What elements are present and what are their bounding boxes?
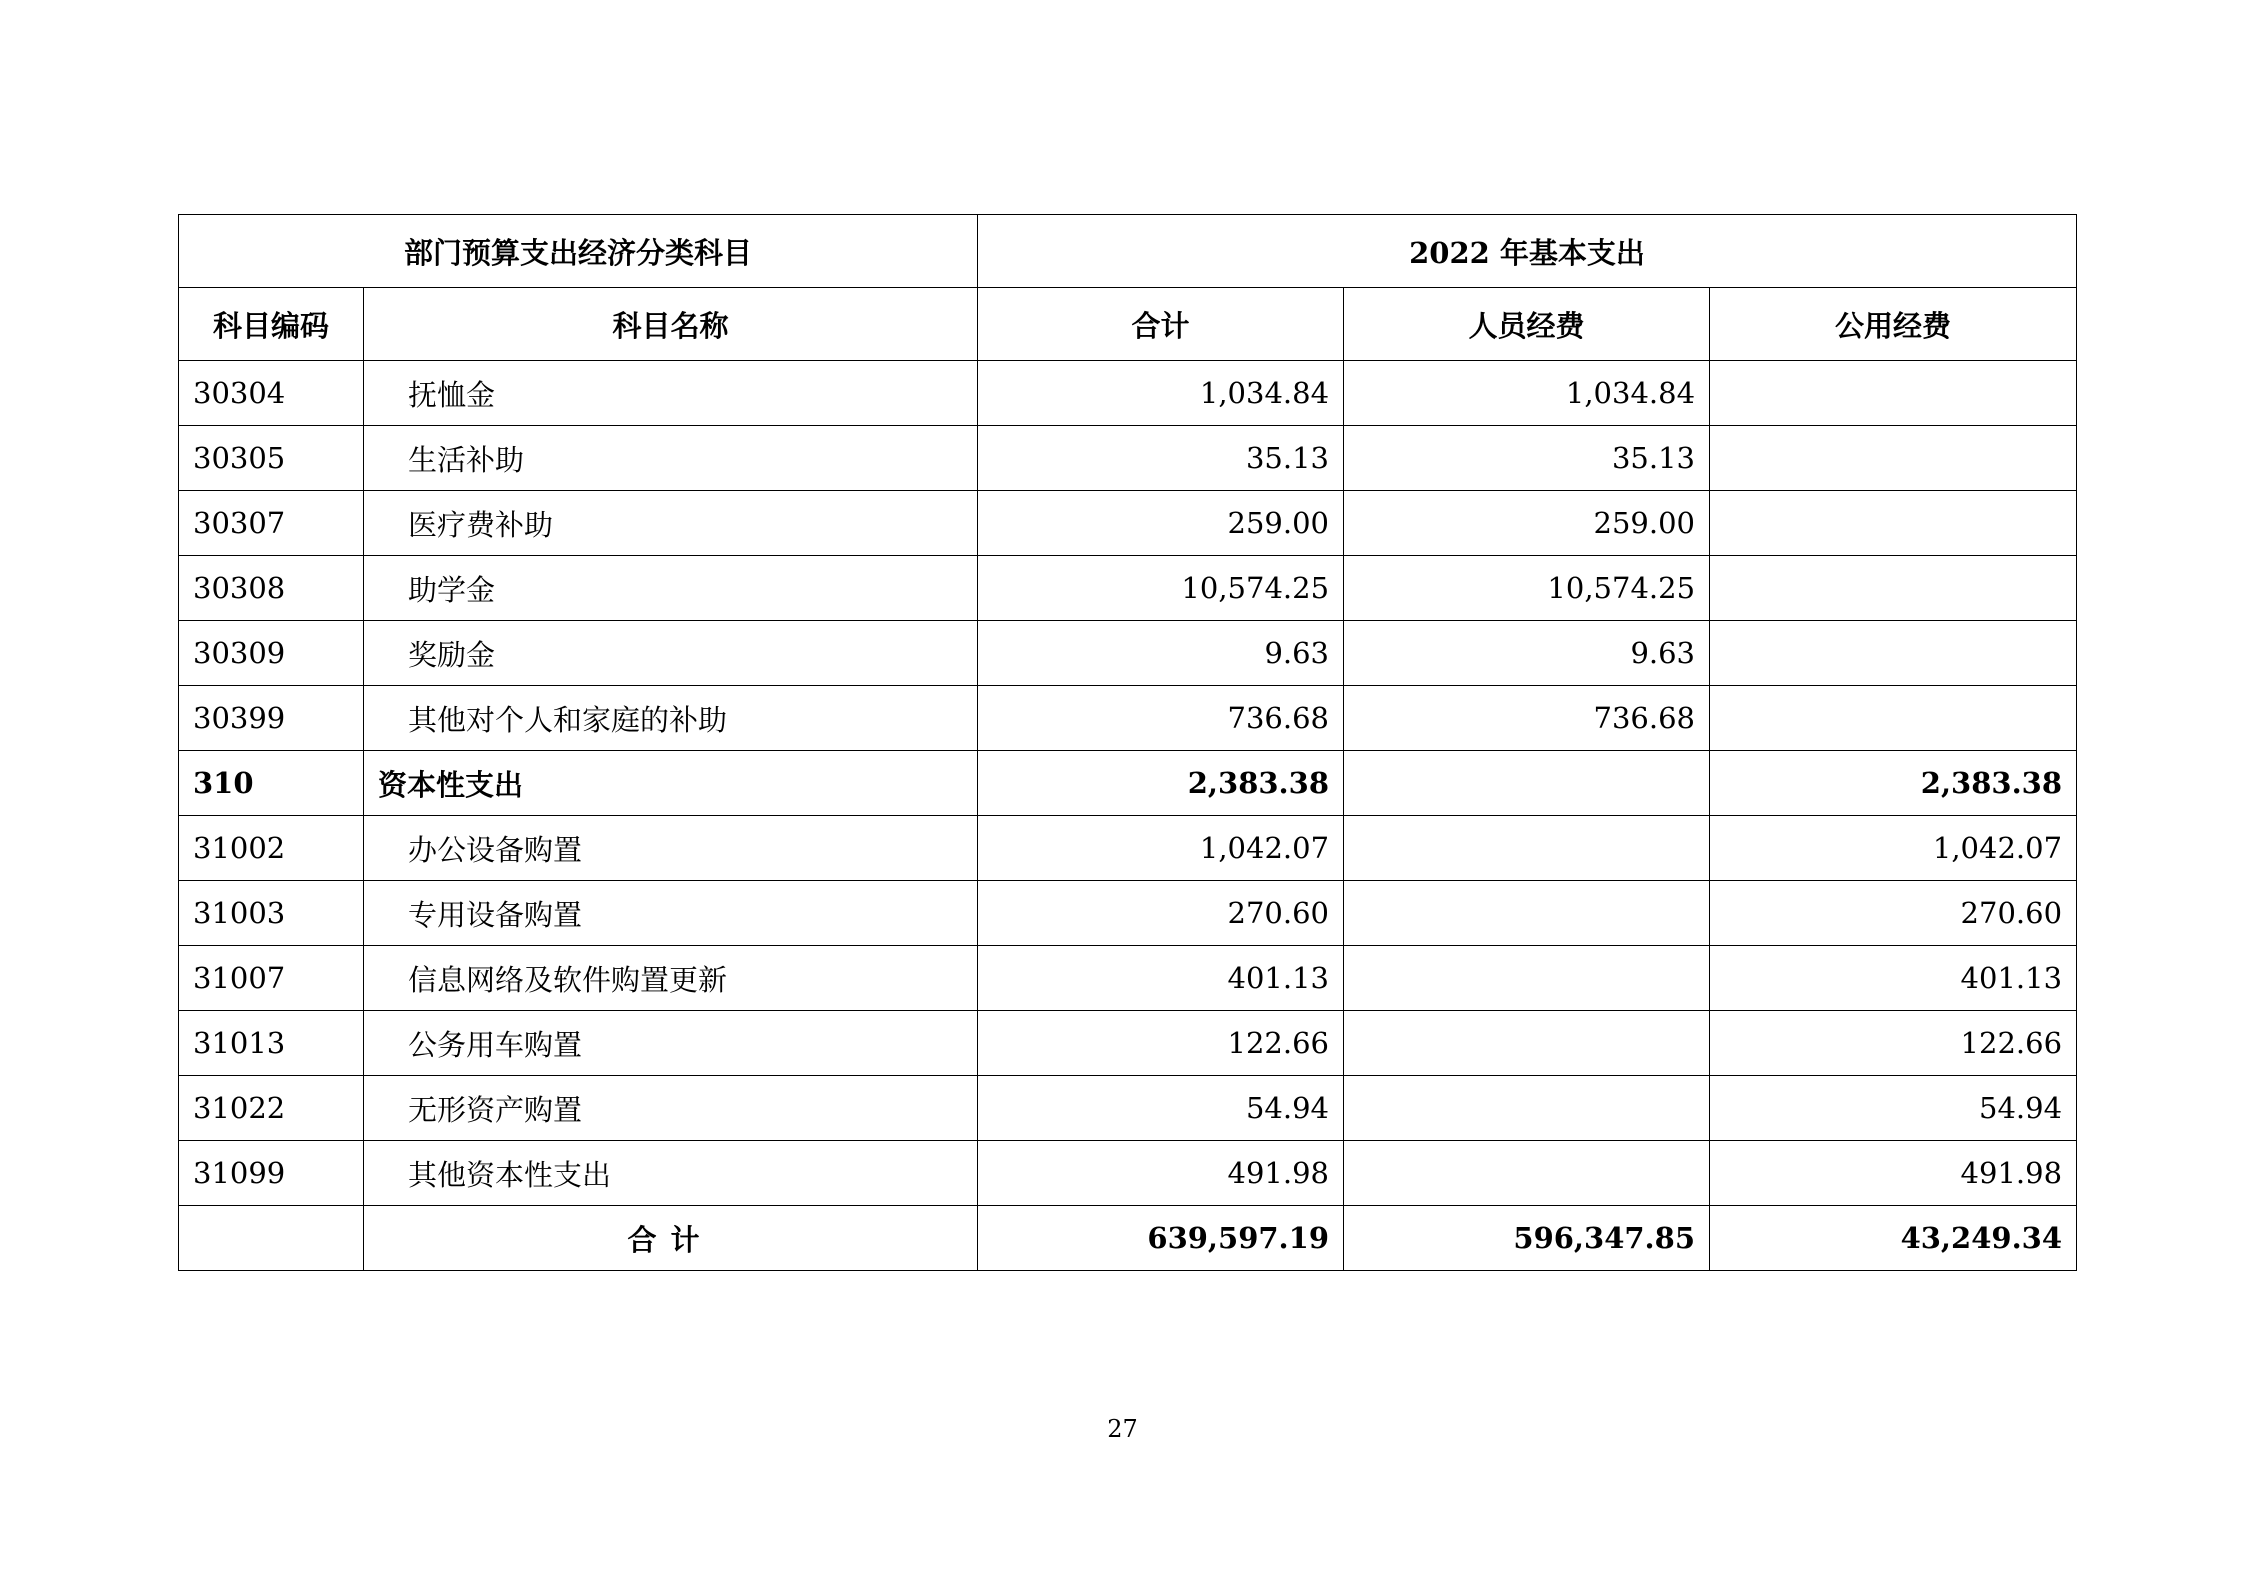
header-classification-group: 部门预算支出经济分类科目 [179, 215, 978, 288]
row-public [1710, 361, 2077, 426]
total-personnel: 596,347.85 [1344, 1206, 1710, 1271]
header-total: 合计 [978, 288, 1344, 361]
row-name: 抚恤金 [364, 361, 978, 426]
row-total: 270.60 [978, 881, 1344, 946]
header-column-row [179, 288, 2077, 361]
table-row [179, 881, 2077, 946]
row-code: 30304 [179, 361, 364, 426]
row-personnel [1344, 881, 1710, 946]
row-personnel: 9.63 [1344, 621, 1710, 686]
row-name: 助学金 [364, 556, 978, 621]
row-personnel [1344, 816, 1710, 881]
row-personnel: 736.68 [1344, 686, 1710, 751]
row-public [1710, 686, 2077, 751]
table-row [179, 491, 2077, 556]
row-code: 31002 [179, 816, 364, 881]
row-total: 2,383.38 [978, 751, 1344, 816]
row-personnel: 1,034.84 [1344, 361, 1710, 426]
header-group-row [179, 215, 2077, 288]
table-row [179, 1011, 2077, 1076]
row-code: 30305 [179, 426, 364, 491]
table-row-category [179, 751, 2077, 816]
row-name: 公务用车购置 [364, 1011, 978, 1076]
table-row [179, 556, 2077, 621]
row-total: 35.13 [978, 426, 1344, 491]
row-name: 医疗费补助 [364, 491, 978, 556]
header-code: 科目编码 [179, 288, 364, 361]
row-personnel: 259.00 [1344, 491, 1710, 556]
row-name: 奖励金 [364, 621, 978, 686]
table-row [179, 946, 2077, 1011]
table-row [179, 426, 2077, 491]
header-public: 公用经费 [1710, 288, 2077, 361]
row-total: 491.98 [978, 1141, 1344, 1206]
row-total: 401.13 [978, 946, 1344, 1011]
row-personnel: 10,574.25 [1344, 556, 1710, 621]
table-row [179, 361, 2077, 426]
row-code: 31099 [179, 1141, 364, 1206]
table-total-row [179, 1206, 2077, 1271]
row-total: 9.63 [978, 621, 1344, 686]
total-label: 合计 [364, 1206, 978, 1271]
row-total: 736.68 [978, 686, 1344, 751]
row-public [1710, 621, 2077, 686]
row-public [1710, 426, 2077, 491]
total-public: 43,249.34 [1710, 1206, 2077, 1271]
row-code: 31003 [179, 881, 364, 946]
row-public: 122.66 [1710, 1011, 2077, 1076]
row-name: 信息网络及软件购置更新 [364, 946, 978, 1011]
row-name: 资本性支出 [364, 751, 978, 816]
row-code: 310 [179, 751, 364, 816]
total-total: 639,597.19 [978, 1206, 1344, 1271]
row-code: 30309 [179, 621, 364, 686]
row-total: 122.66 [978, 1011, 1344, 1076]
row-personnel [1344, 1141, 1710, 1206]
row-name: 其他对个人和家庭的补助 [364, 686, 978, 751]
total-code [179, 1206, 364, 1271]
row-public: 1,042.07 [1710, 816, 2077, 881]
row-code: 30307 [179, 491, 364, 556]
header-name: 科目名称 [364, 288, 978, 361]
row-public: 270.60 [1710, 881, 2077, 946]
row-public: 2,383.38 [1710, 751, 2077, 816]
row-public: 54.94 [1710, 1076, 2077, 1141]
row-total: 259.00 [978, 491, 1344, 556]
row-public [1710, 491, 2077, 556]
page-number: 27 [1107, 1415, 1138, 1443]
row-name: 生活补助 [364, 426, 978, 491]
header-basic-expenditure-group: 2022 年基本支出 [978, 215, 2077, 288]
row-personnel [1344, 946, 1710, 1011]
row-public: 491.98 [1710, 1141, 2077, 1206]
table-row [179, 686, 2077, 751]
row-total: 10,574.25 [978, 556, 1344, 621]
table-row [179, 1076, 2077, 1141]
row-code: 30399 [179, 686, 364, 751]
row-personnel [1344, 1011, 1710, 1076]
budget-expenditure-table [178, 214, 2077, 1271]
row-code: 30308 [179, 556, 364, 621]
row-name: 无形资产购置 [364, 1076, 978, 1141]
row-personnel: 35.13 [1344, 426, 1710, 491]
row-personnel [1344, 751, 1710, 816]
header-personnel: 人员经费 [1344, 288, 1710, 361]
table-row [179, 621, 2077, 686]
row-name: 专用设备购置 [364, 881, 978, 946]
row-code: 31022 [179, 1076, 364, 1141]
row-total: 1,034.84 [978, 361, 1344, 426]
table-row [179, 1141, 2077, 1206]
row-total: 1,042.07 [978, 816, 1344, 881]
row-name: 其他资本性支出 [364, 1141, 978, 1206]
table-row [179, 816, 2077, 881]
row-public [1710, 556, 2077, 621]
row-name: 办公设备购置 [364, 816, 978, 881]
row-personnel [1344, 1076, 1710, 1141]
row-code: 31013 [179, 1011, 364, 1076]
row-public: 401.13 [1710, 946, 2077, 1011]
row-total: 54.94 [978, 1076, 1344, 1141]
row-code: 31007 [179, 946, 364, 1011]
